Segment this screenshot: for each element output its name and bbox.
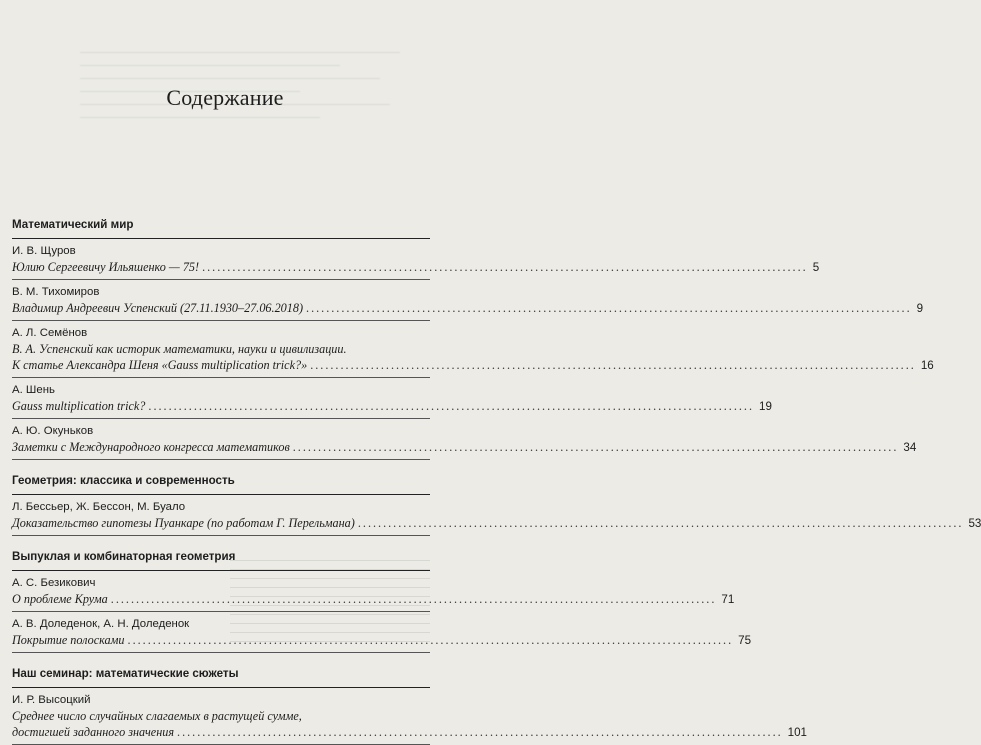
page-number: 53 xyxy=(968,517,981,530)
entry-title: К статье Александра Шеня «Gauss multiplication trick?» xyxy=(12,358,308,372)
page-number: 71 xyxy=(721,593,735,606)
dot-leader: ........................................................................................................................ xyxy=(177,725,783,739)
dot-leader: ........................................................................................................................ xyxy=(357,516,964,530)
toc-entry[interactable] xyxy=(12,495,981,536)
entry-author: И. В. Щуров xyxy=(12,245,76,257)
entry-title-line xyxy=(12,357,934,374)
page-title: Содержание xyxy=(166,85,284,110)
dot-leader: ........................................................................................................................ xyxy=(110,592,717,606)
page-number: 16 xyxy=(920,359,934,372)
entry-title-line xyxy=(12,300,924,317)
section-heading: Выпуклая и комбинаторная геометрия xyxy=(12,545,430,571)
page-number: 101 xyxy=(787,726,807,739)
entry-title-line xyxy=(12,632,752,649)
page-number: 9 xyxy=(916,302,924,315)
toc-entry[interactable] xyxy=(12,378,772,419)
entry-title-line xyxy=(12,724,807,741)
page-number: 19 xyxy=(759,400,772,413)
section-heading: Геометрия: классика и современность xyxy=(12,469,430,495)
toc-entry[interactable] xyxy=(12,688,807,745)
entry-author: А. Ю. Окуньков xyxy=(12,425,94,437)
entry-title-line xyxy=(12,398,772,415)
entry-author: И. Р. Высоцкий xyxy=(12,694,91,706)
page-number: 75 xyxy=(738,634,752,647)
dot-leader: ........................................................................................................................ xyxy=(306,301,912,315)
entry-title: достигшей заданного значения xyxy=(12,725,175,739)
show-through-text xyxy=(80,40,460,220)
entry-title: Юлию Сергеевичу Ильяшенко — 75! xyxy=(12,260,200,274)
toc-entry[interactable] xyxy=(12,280,924,321)
entry-author: А. Л. Семёнов xyxy=(12,327,88,339)
entry-title: Владимир Андреевич Успенский (27.11.1930–27.06.2018) xyxy=(12,301,304,315)
entry-title-line xyxy=(12,259,820,276)
entry-author: В. М. Тихомиров xyxy=(12,286,100,298)
entry-title: Заметки с Международного конгресса математиков xyxy=(12,440,290,454)
entry-title-line xyxy=(12,515,981,532)
section-gap xyxy=(12,460,430,469)
section-heading: Математический мир xyxy=(12,213,430,239)
section-gap xyxy=(12,653,430,662)
section-gap xyxy=(12,536,430,545)
entry-title: Покрытие полосками xyxy=(12,633,125,647)
entry-title-line xyxy=(12,439,917,456)
toc-entry[interactable] xyxy=(12,419,917,460)
table-of-contents xyxy=(12,213,981,745)
entry-author: Л. Бессьер, Ж. Бессон, М. Буало xyxy=(12,501,186,513)
dot-leader: ........................................................................................................................ xyxy=(202,260,808,274)
toc-entry[interactable] xyxy=(12,321,934,378)
dot-leader: ........................................................................................................................ xyxy=(292,440,899,454)
dot-leader: ........................................................................................................................ xyxy=(127,633,734,647)
entry-author: А. В. Доледенок, А. Н. Доледенок xyxy=(12,618,190,630)
section-heading: Наш семинар: математические сюжеты xyxy=(12,662,430,688)
entry-title-line xyxy=(12,341,430,357)
dot-leader: ........................................................................................................................ xyxy=(148,399,755,413)
page-number: 34 xyxy=(903,441,917,454)
entry-title: Доказательство гипотезы Пуанкаре (по работам Г. Перельмана) xyxy=(12,516,355,530)
entry-author: А. Шень xyxy=(12,384,55,396)
dot-leader: ........................................................................................................................ xyxy=(310,358,916,372)
page-number: 5 xyxy=(812,261,820,274)
entry-title-line xyxy=(12,708,430,724)
entry-title: Среднее число случайных слагаемых в растущей сумме, xyxy=(12,709,302,723)
entry-title: В. А. Успенский как историк математики, науки и цивилизации. xyxy=(12,342,347,356)
entry-title: О проблеме Крума xyxy=(12,592,108,606)
entry-title: Gauss multiplication trick? xyxy=(12,399,146,413)
entry-title-line xyxy=(12,591,735,608)
toc-entry[interactable] xyxy=(12,571,735,612)
toc-entry[interactable] xyxy=(12,612,752,653)
toc-entry[interactable] xyxy=(12,239,820,280)
entry-author: А. С. Безикович xyxy=(12,577,96,589)
